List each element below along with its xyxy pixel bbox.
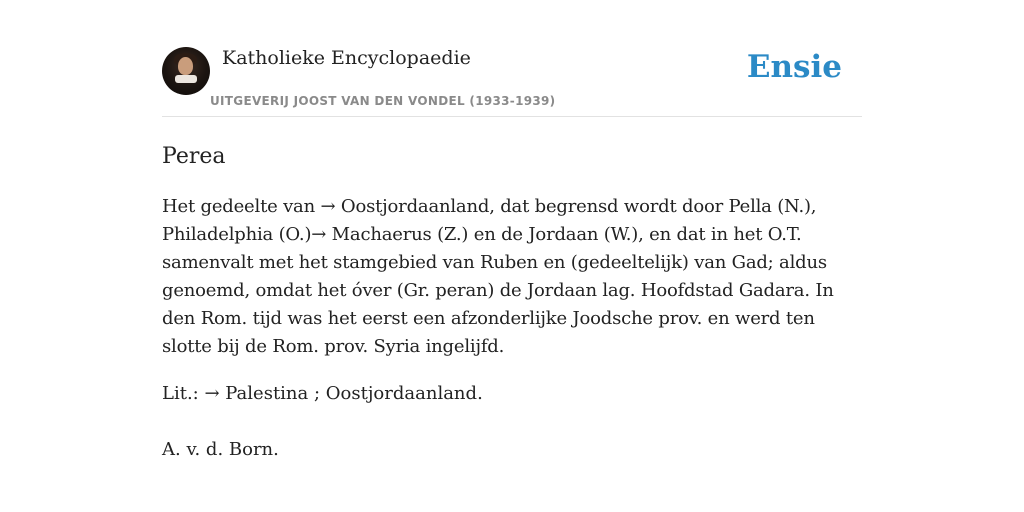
body-text-part: (Z.) en de Jordaan (W.), en dat in het O.T. samenvalt met het stamgebied van Ruben en (gedeeltelijk) van Gad; aldus genoemd, omdat het óver (Gr. peran) de Jordaan lag. Hoofdstad Gadara. In den Rom. tijd was het eerst een afzonderlijke Joodsche prov. en werd ten slotte bij de Rom. prov. Syria ingelijfd. — [162, 224, 834, 357]
page — [162, 0, 862, 464]
article-body — [162, 193, 862, 361]
literature-separator: ; — [308, 383, 326, 404]
article-title: Perea — [162, 144, 226, 169]
body-text-part: , dat begrensd wordt door Pella (N.), Philadelphia (O.) — [162, 196, 817, 245]
body-text-part: Het gedeelte van — [162, 196, 321, 217]
portrait-avatar-icon[interactable] — [162, 47, 210, 95]
site-title[interactable]: Katholieke Encyclopaedie — [222, 47, 471, 69]
link-machaerus[interactable]: → Machaerus — [311, 224, 432, 245]
avatar-collar — [175, 75, 197, 83]
article-author: A. v. d. Born. — [162, 439, 279, 460]
literature-suffix: . — [477, 383, 483, 404]
site-header — [162, 46, 862, 117]
avatar-face — [178, 57, 193, 75]
link-oostjordaanland[interactable]: → Oostjordaanland — [320, 196, 490, 217]
link-palestina[interactable]: → Palestina — [204, 383, 309, 404]
literature-prefix: Lit.: — [162, 383, 205, 404]
publisher-label: UITGEVERIJ JOOST VAN DEN VONDEL (1933-1939) — [210, 94, 556, 108]
brand-logo[interactable]: Ensie — [746, 49, 842, 85]
link-oostjordaanland-lit[interactable]: Oostjordaanland — [325, 383, 478, 404]
literature-references — [162, 380, 862, 408]
